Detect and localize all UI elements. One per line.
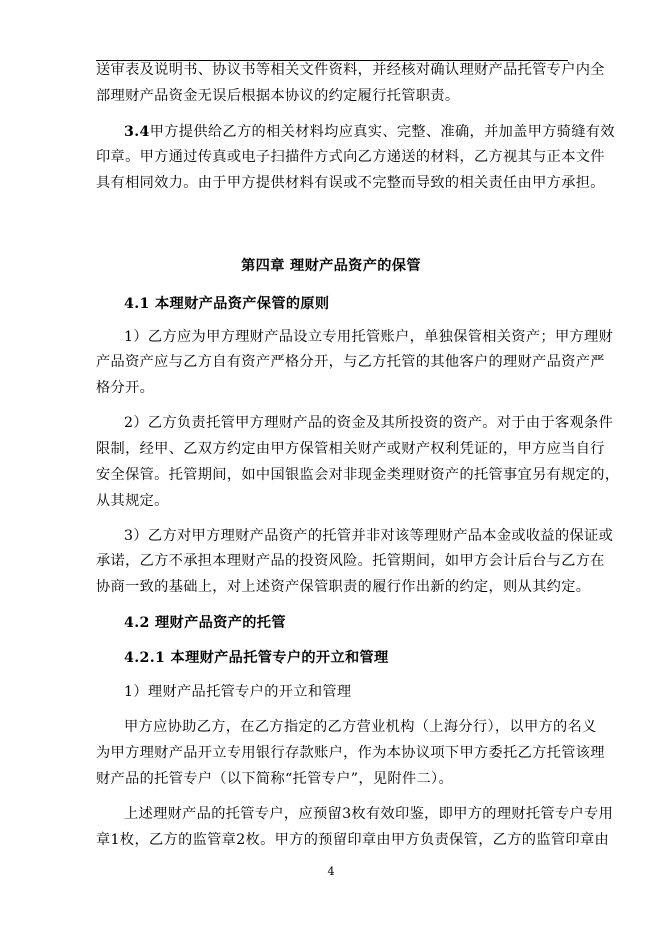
paragraph-line: 部理财产品资金无误后根据本协议的约定履行托管职责。 (96, 88, 460, 104)
paragraph-line: 1）乙方应为甲方理财产品设立专用托管账户，单独保管相关资产；甲方理财 (124, 329, 614, 345)
paragraph-line: 限制，经甲、乙双方约定由甲方保管相关财产或财产权利凭证的，甲方应当自行 (96, 441, 605, 457)
section-heading-4-2-1: 4.2.1 本理财产品托管专户的开立和管理 (124, 650, 389, 666)
paragraph-line: 送审表及说明书、协议书等相关文件资料，并经核对确认理财产品托管专户内全 (96, 62, 605, 78)
paragraph-line: 3）乙方对甲方理财产品资产的托管并非对该等理财产品本金或收益的保证或 (124, 528, 614, 544)
paragraph-line: 格分开。 (96, 380, 155, 396)
paragraph-line: 协商一致的基础上，对上述资产保管职责的履行作出新的约定，则从其约定。 (96, 579, 591, 595)
paragraph-line: 为甲方理财产品开立专用银行存款账户，作为本协议项下甲方委托乙方托管该理 (96, 745, 605, 761)
paragraph-line: 2）乙方负责托管甲方理财产品的资金及其所投资的资产。对于由于客观条件 (124, 415, 614, 431)
paragraph-line: 安全保管。托管期间，如中国银监会对非现金类理财资产的托管事宜另有规定的， (96, 467, 620, 483)
chapter-title: 第四章 理财产品资产的保管 (241, 258, 421, 274)
paragraph-line: 上述理财产品的托管专户，应预留3枚有效印鉴，即甲方的理财托管专户专用 (124, 806, 614, 822)
paragraph-line: 甲方提供给乙方的相关材料均应真实、完整、准确，并加盖甲方骑缝有效 (149, 124, 615, 140)
paragraph-3-4 (124, 124, 615, 140)
section-heading-4-2: 4.2 理财产品资产的托管 (124, 615, 286, 631)
paragraph-line: 具有相同效力。由于甲方提供材料有误或不完整而导致的相关责任由甲方承担。 (96, 175, 605, 191)
page-number: 4 (327, 865, 335, 878)
paragraph-line: 财产品的托管专户（以下简称“托管专户”，见附件二）。 (96, 771, 454, 787)
paragraph-line: 产品资产应与乙方自有资产严格分开，与乙方托管的其他客户的理财产品资产严 (96, 354, 605, 370)
paragraph-line: 甲方应协助乙方，在乙方指定的乙方营业机构（上海分行），以甲方的名义 (124, 719, 597, 735)
header-rule (96, 60, 568, 61)
paragraph-line: 章1枚，乙方的监管章2枚。甲方的预留印章由甲方负责保管，乙方的监管印章由 (96, 832, 610, 848)
paragraph-line: 1）理财产品托管专户的开立和管理 (124, 684, 352, 700)
paragraph-line: 从其规定。 (96, 493, 169, 509)
clause-number: 3.4 (124, 124, 150, 140)
paragraph-line: 承诺，乙方不承担本理财产品的投资风险。托管期间，如甲方会计后台与乙方在 (96, 553, 605, 569)
paragraph-line: 印章。甲方通过传真或电子扫描件方式向乙方递送的材料，乙方视其与正本文件 (96, 149, 605, 165)
section-heading-4-1: 4.1 本理财产品资产保管的原则 (124, 296, 330, 312)
